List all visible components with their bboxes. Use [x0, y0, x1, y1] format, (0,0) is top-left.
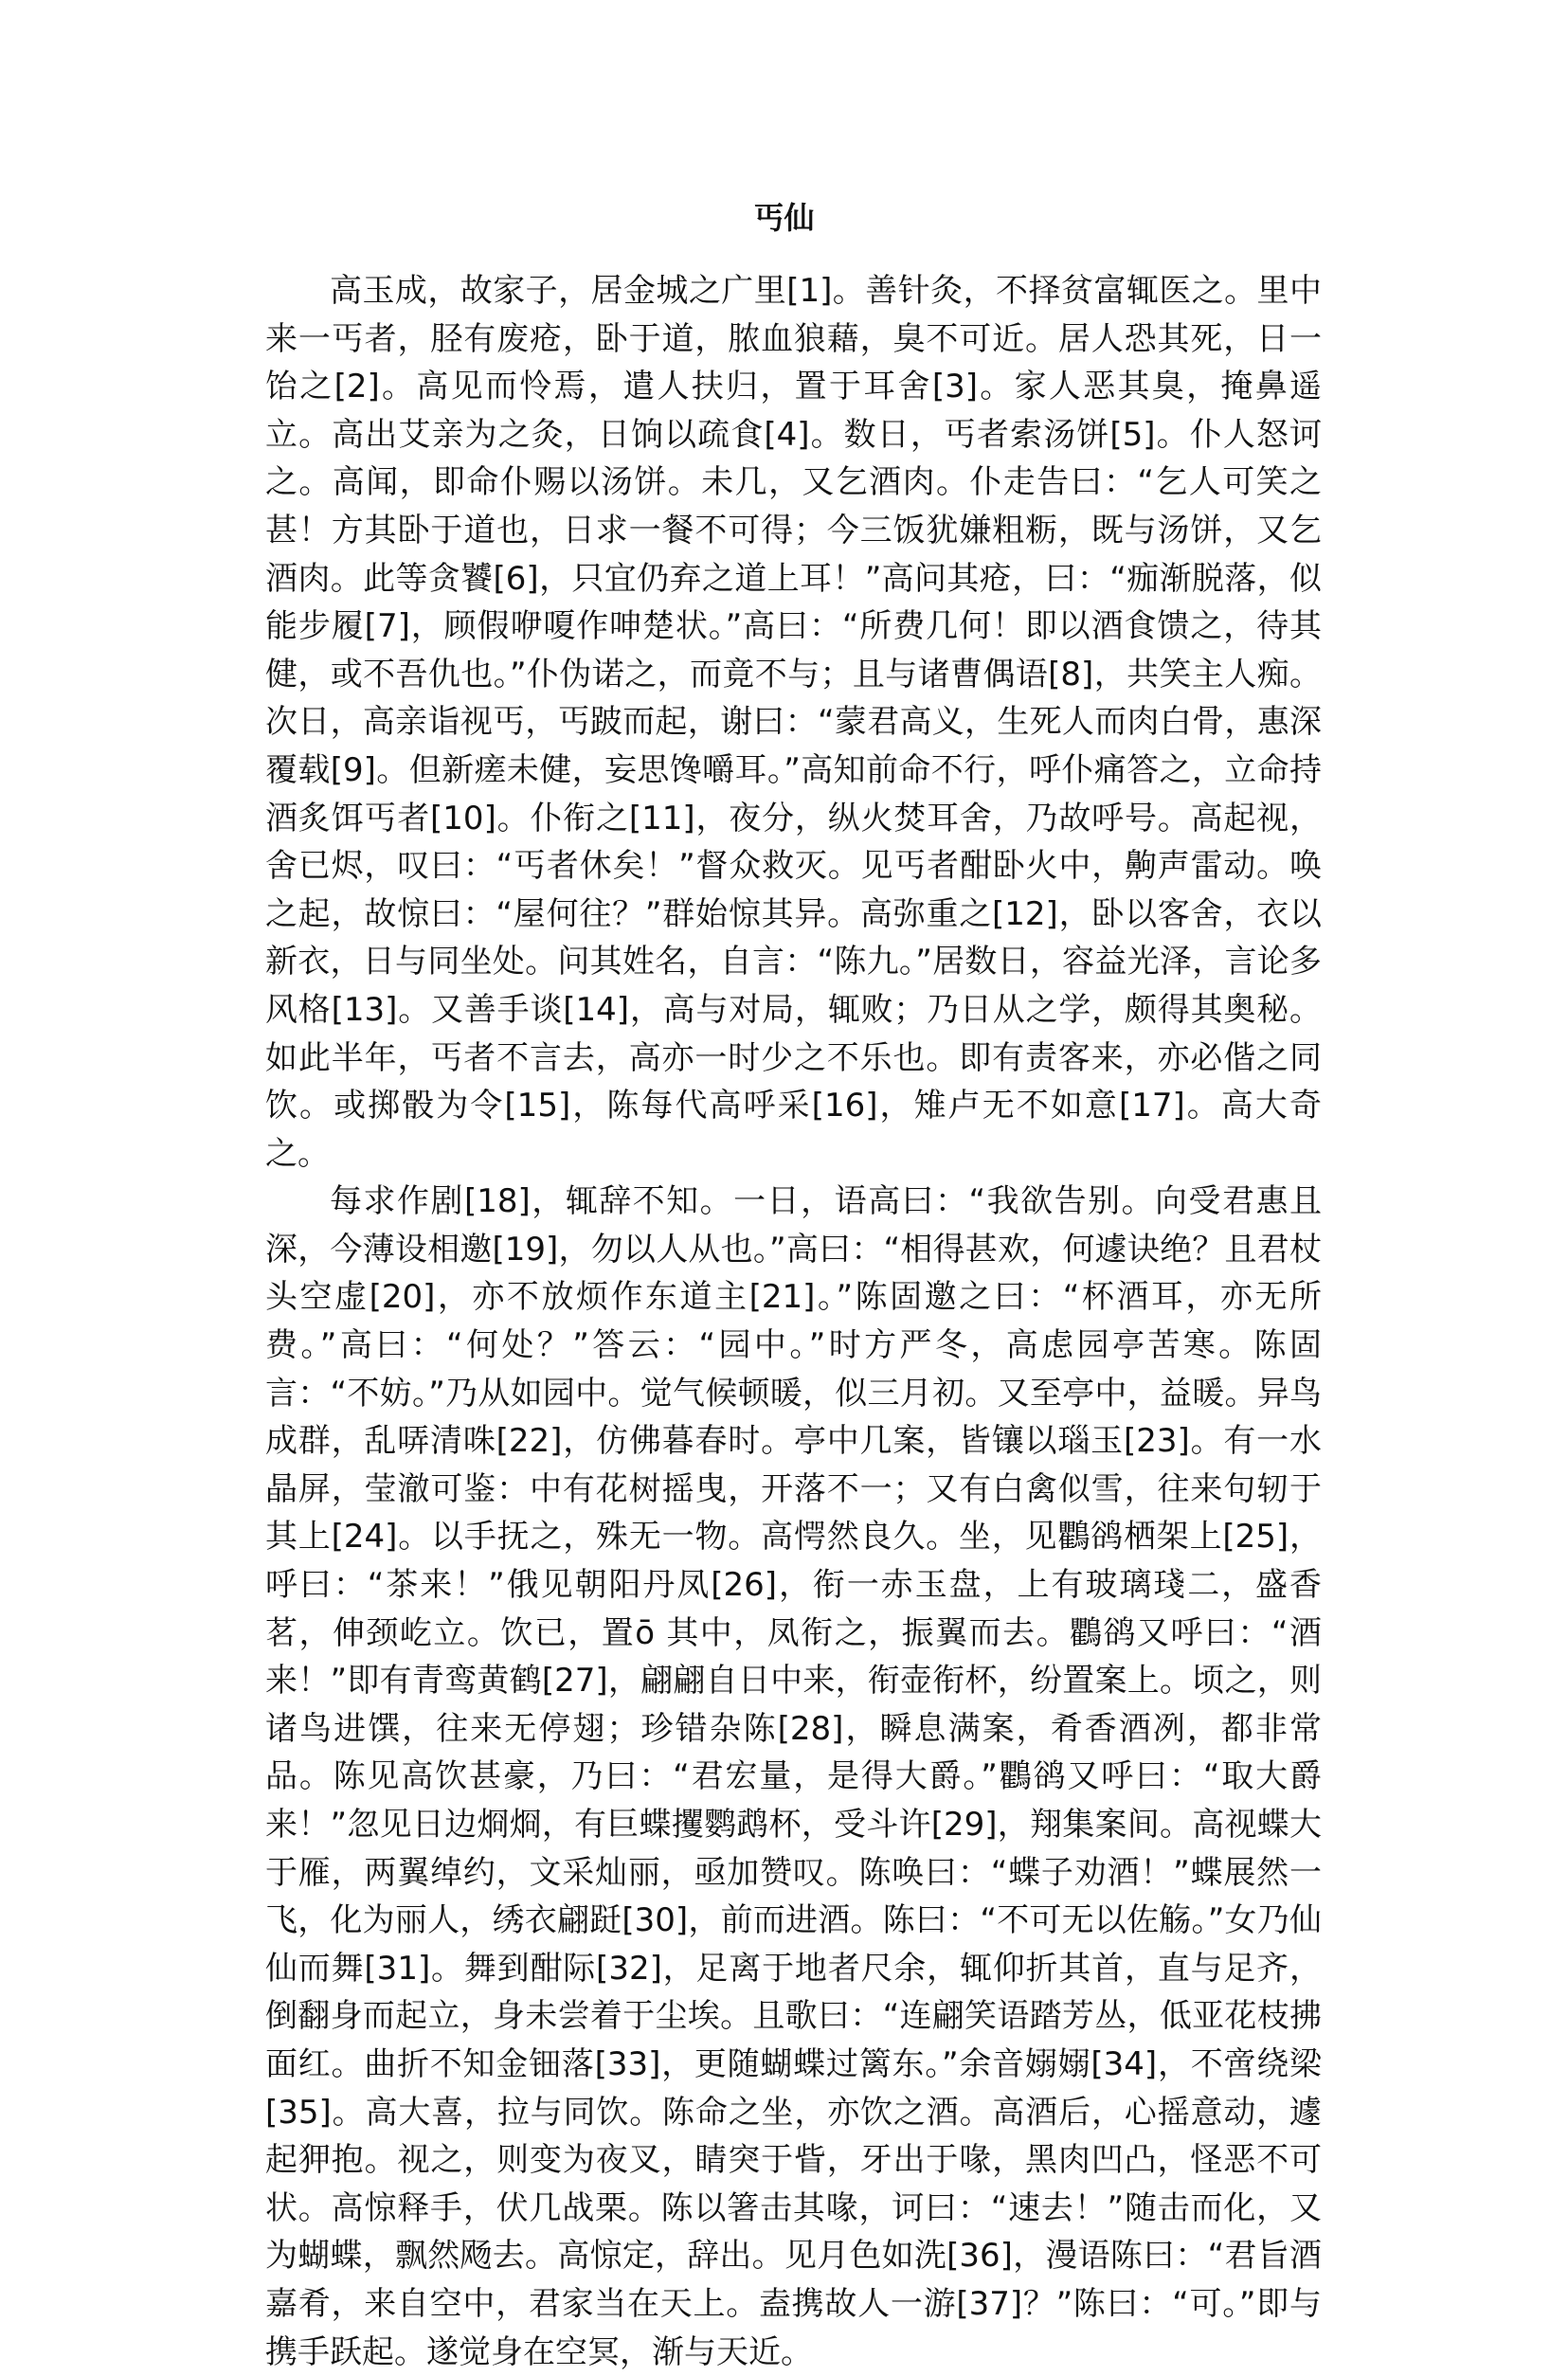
paragraph-2: 每求作剧[18]，辄辞不知。一日，语高曰：“我欲告别。向受君惠且深，今薄设相邀[19]，勿以人从也。”高曰：“相得甚欢，何遽诀绝？且君杖头空虚[20]，亦不放烦作东道主[21]。”陈固邀之曰：“杯酒耳，亦无所费。”高曰：“何处？”答云：“园中。”时方严冬，高虑园亭苦寒。陈固言：“不妨。”乃从如园中。觉气候顿暖，似三月初。又至亭中，益暖。异鸟成群，乱哢清咮[22]，仿佛暮春时。亭中几案，皆镶以瑙玉[23]。有一水晶屏，莹澈可鉴：中有花树摇曳，开落不一；又有白禽似雪，往来句轫于其上[24]。以手抚之，殊无一物。高愕然良久。坐，见鸜鹆栖架上[25]，呼曰：“茶来！”俄见朝阳丹凤[26]，衔一赤玉盘，上有玻璃琖二，盛香茗，伸颈屹立。饮已，置ō 其中，凤衔之，振翼而去。鸜鹆又呼曰：“酒来！”即有青鸾黄鹤[27]，翩翩自日中来，衔壶衔杯，纷置案上。顷之，则诸鸟进馔，往来无停翅；珍错杂陈[28]，瞬息满案，肴香酒冽，都非常品。陈见高饮甚豪，乃曰：“君宏量，是得大爵。”鸜鹆又呼曰：“取大爵来！”忽见日边烱烱，有巨蝶攫鹦鹉杯，受斗许[29]，翔集案间。高视蝶大于雁，两翼绰约，文采灿丽，亟加赞叹。陈唤曰：“蝶子劝酒！”蝶展然一飞，化为丽人，绣衣翩跹[30]，前而进酒。陈曰：“不可无以佐觞。”女乃仙仙而舞[31]。舞到酣际[32]，足离于地者尺余，辄仰折其首，直与足齐，倒翻身而起立，身未尝着于尘埃。且歌曰：“连翩笑语踏芳丛，低亚花枝拂面红。曲折不知金钿落[33]，更随蝴蝶过篱东。”余音嫋嫋[34]，不啻绕梁[35]。高大喜，拉与同饮。陈命之坐，亦饮之酒。高酒后，心摇意动，遽起狎抱。视之，则变为夜叉，睛突于眥，牙出于喙，黑肉凹凸，怪恶不可状。高惊释手，伏几战栗。陈以箸击其喙，诃曰：“速去！”随击而化，又为蝴蝶，飘然飏去。高惊定，辞出。见月色如洗[36]，漫语陈曰：“君旨酒嘉肴，来自空中，君家当在天上。盍携故人一游[37]？”陈曰：“可。”即与携手跃起。遂觉身在空冥，渐与天近。 — [265, 1182, 1322, 2371]
paragraph-1: 高玉成，故家子，居金城之广里[1]。善针灸，不择贫富辄医之。里中来一丐者，胫有废疮，卧于道，脓血狼藉，臭不可近。居人恐其死，日一饴之[2]。高见而怜焉，遣人扶归，置于耳舍[3]。家人恶其臭，掩鼻遥立。高出艾亲为之灸，日饷以疏食[4]。数日，丐者索汤饼[5]。仆人怒诃之。高闻，即命仆赐以汤饼。未几，又乞酒肉。仆走告曰：“乞人可笑之甚！方其卧于道也，日求一餐不可得；今三饭犹嫌粗粝，既与汤饼，又乞酒肉。此等贪饕[6]，只宜仍弃之道上耳！”高问其疮，曰：“痂渐脱落，似能步履[7]，顾假咿嗄作呻楚状。”高曰：“所费几何！即以酒食馈之，待其健，或不吾仇也。”仆伪诺之，而竟不与；且与诸曹偶语[8]，共笑主人痴。次日，高亲诣视丐，丐跛而起，谢曰：“蒙君高义，生死人而肉白骨，惠深覆载[9]。但新瘥未健，妄思馋嚼耳。”高知前命不行，呼仆痛答之，立命持酒炙饵丐者[10]。仆衔之[11]，夜分，纵火焚耳舍，乃故呼号。高起视，舍已烬，叹曰：“丐者休矣！”督众救灭。见丐者酣卧火中，齁声雷动。唤之起，故惊曰：“屋何往？”群始惊其异。高弥重之[12]，卧以客舍，衣以新衣，日与同坐处。问其姓名，自言：“陈九。”居数日，容益光泽，言论多风格[13]。又善手谈[14]，高与对局，辄败；乃日从之学，颇得其奥秘。如此半年，丐者不言去，高亦一时少之不乐也。即有责客来，亦必偕之同饮。或掷骰为令[15]，陈每代高呼采[16]，雉卢无不如意[17]。高大奇之。 — [265, 272, 1322, 1173]
document-body — [265, 267, 1322, 2376]
document-title: 丐仙 — [753, 200, 815, 236]
